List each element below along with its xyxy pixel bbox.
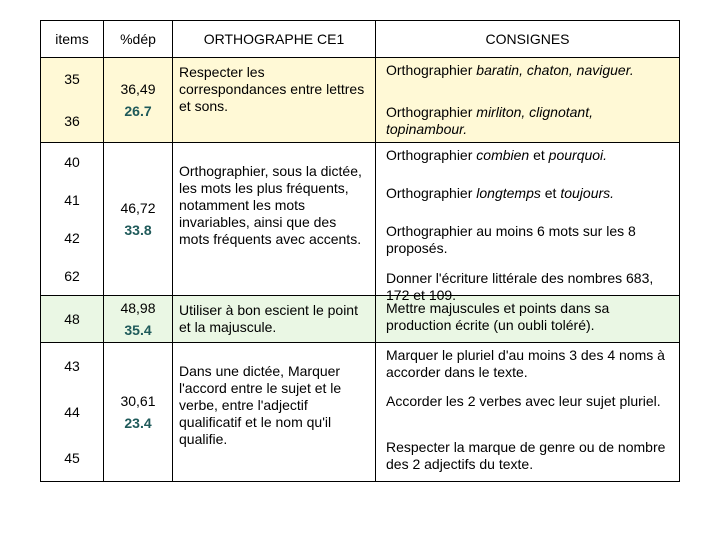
group-row <box>41 343 680 482</box>
consignes-cell <box>376 143 680 303</box>
items-stack <box>41 296 103 342</box>
consignes-stack <box>376 58 679 142</box>
objective-text: Dans une dictée, Marquer l'accord entre le sujet et le verbe, entre l'adjectif qualificatif et le nom qu'il qualifie. <box>179 363 342 447</box>
consigne-item: Orthographier au moins 6 mots sur les 8 proposés. <box>386 223 636 256</box>
item-number: 43 <box>64 358 80 374</box>
percent-stack <box>104 343 172 481</box>
objective-text: Utiliser à bon escient le point et la majuscule. <box>179 302 358 335</box>
percent-value-accent: 26.7 <box>124 103 152 119</box>
consigne-item: Donner l'écriture littérale des nombres 683, 172 et 109. <box>386 270 654 303</box>
items-stack <box>41 143 103 295</box>
percent-value-accent: 23.4 <box>124 415 152 431</box>
percent-value: 48,98 <box>120 300 156 316</box>
consigne-item: Orthographier combien et pourquoi. <box>386 147 608 163</box>
consignes-cell <box>376 58 680 143</box>
percent-value-accent: 35.4 <box>124 322 152 338</box>
item-number: 42 <box>64 230 80 246</box>
item-number: 62 <box>64 268 80 284</box>
percent-cell <box>104 343 173 482</box>
consigne-item: Marquer le pluriel d'au moins 3 des 4 noms à accorder dans le texte. <box>386 347 665 380</box>
objective-cell <box>173 143 376 296</box>
group-row <box>41 296 680 343</box>
items-stack <box>41 343 103 481</box>
percent-cell <box>104 58 173 143</box>
consigne-item: Respecter la marque de genre ou de nombre des 2 adjectifs du texte. <box>386 439 666 472</box>
percent-cell <box>104 296 173 343</box>
percent-cell <box>104 143 173 296</box>
consignes-cell <box>376 296 680 343</box>
group-row <box>41 143 680 296</box>
header-percent: %dép <box>104 21 173 58</box>
percent-stack <box>104 296 172 342</box>
percent-value: 30,61 <box>120 393 156 409</box>
percent-stack <box>104 143 172 295</box>
consigne-item: Mettre majuscules et points dans sa production écrite (un oubli toléré). <box>386 300 610 333</box>
consignes-stack <box>376 343 679 481</box>
consigne-item: Orthographier mirliton, clignotant, topinambour. <box>386 104 593 137</box>
item-number: 35 <box>64 71 80 87</box>
percent-stack <box>104 58 172 142</box>
item-number: 40 <box>64 154 80 170</box>
header-consignes: CONSIGNES <box>376 21 680 58</box>
items-cell <box>41 143 104 296</box>
item-number: 45 <box>64 450 80 466</box>
objective-text: Respecter les correspondances entre lettres et sons. <box>179 64 365 114</box>
consigne-item: Orthographier baratin, chaton, naviguer. <box>386 62 634 78</box>
item-number: 36 <box>64 113 80 129</box>
objective-text: Orthographier, sous la dictée, les mots les plus fréquents, notamment les mots invariables, ainsi que des mots fréquents avec accents. <box>179 163 362 247</box>
items-cell <box>41 296 104 343</box>
objective-cell <box>173 58 376 143</box>
item-number: 41 <box>64 192 80 208</box>
item-number: 48 <box>64 311 80 327</box>
consignes-stack <box>376 143 679 303</box>
header-row <box>41 21 680 58</box>
items-cell <box>41 343 104 482</box>
items-stack <box>41 58 103 142</box>
item-number: 44 <box>64 404 80 420</box>
consignes-cell <box>376 343 680 482</box>
consignes-stack <box>376 296 679 342</box>
percent-value: 36,49 <box>120 81 156 97</box>
objective-cell <box>173 296 376 343</box>
objective-cell <box>173 343 376 482</box>
header-items: items <box>41 21 104 58</box>
consigne-item: Accorder les 2 verbes avec leur sujet pluriel. <box>386 393 661 409</box>
header-orthographe: ORTHOGRAPHE CE1 <box>173 21 376 58</box>
evaluation-table <box>40 20 680 482</box>
group-row <box>41 58 680 143</box>
consigne-item: Orthographier longtemps et toujours. <box>386 185 615 201</box>
percent-value: 46,72 <box>120 200 156 216</box>
percent-value-accent: 33.8 <box>124 222 152 238</box>
items-cell <box>41 58 104 143</box>
